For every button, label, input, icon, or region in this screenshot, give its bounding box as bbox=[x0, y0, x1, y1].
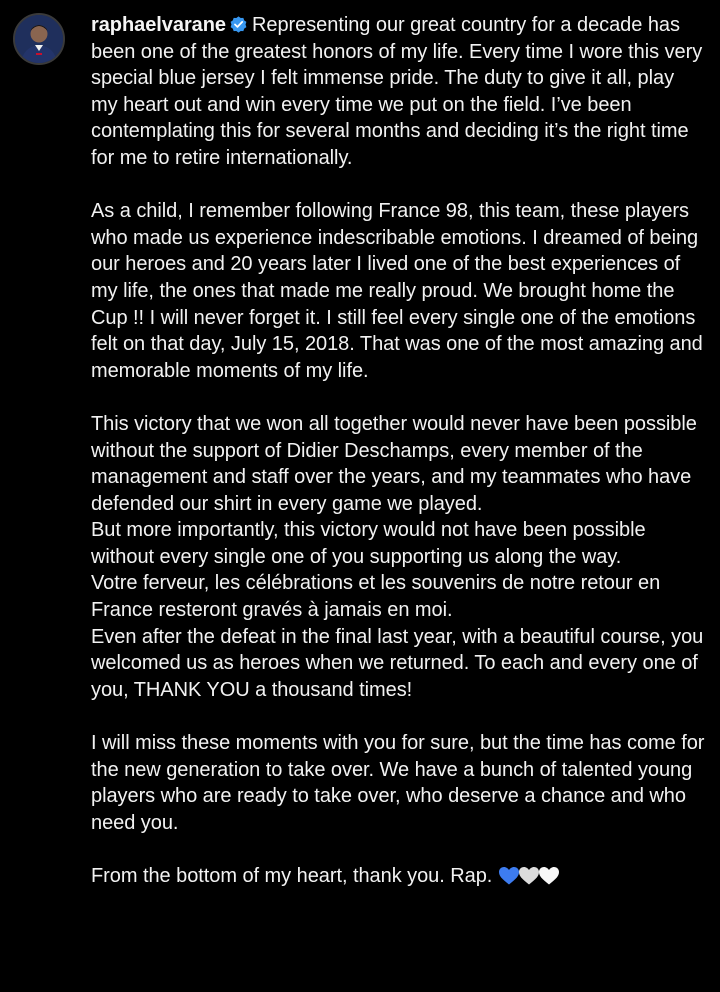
caption-paragraph-7: I will miss these moments with you for sure, but the time has come for the new generation to take over. We have a bunch of talented young players who are ready to take over, who deserve a chance and who need you. bbox=[91, 732, 705, 834]
caption-paragraph-1-text: Representing our great country for a decade has been one of the greatest honors of my life. Every time I wore this very special blue jersey I felt immense pride. The duty to give it all, play my heart out and win every time we put on the field. I’ve been contemplating this for several months and deciding it’s the right time for me to retire internationally. bbox=[91, 14, 703, 169]
caption-text bbox=[91, 12, 706, 893]
paragraph-spacer bbox=[91, 703, 706, 730]
caption-paragraph-2: As a child, I remember following France 98, this team, these players who made us experience indescribable emotions. I dreamed of being our heroes and 20 years later I lived one of the best experiences of my life, the ones that made me really proud. We brought home the Cup !! I will never forget it. I still feel every single one of the emotions felt on that day, July 15, 2018. That was one of the most amazing and memorable moments of my life. bbox=[91, 200, 703, 382]
username-link[interactable]: raphaelvarane bbox=[91, 14, 226, 36]
blue-heart-icon bbox=[498, 866, 520, 886]
caption-paragraph-1 bbox=[91, 12, 706, 172]
white-heart-icon bbox=[518, 866, 540, 886]
caption-paragraph-3: This victory that we won all together would never have been possible without the support of Didier Deschamps, every member of the management and staff over the years, and my teammates who have defended our shirt in every game we played. bbox=[91, 412, 697, 515]
caption-paragraph-8 bbox=[91, 863, 706, 893]
profile-avatar-icon[interactable] bbox=[13, 13, 65, 65]
verified-badge-icon bbox=[229, 15, 248, 34]
paragraph-spacer bbox=[91, 384, 706, 411]
caption-paragraph-6: Even after the defeat in the final last year, with a beautiful course, you welcomed us as heroes when we returned. To each and every one of you, THANK YOU a thousand times! bbox=[91, 625, 704, 701]
caption-paragraph-5: Votre ferveur, les célébrations et les souvenirs de notre retour en France resteront gravés à jamais en moi. bbox=[91, 572, 661, 622]
caption-paragraph-8-text: From the bottom of my heart, thank you. Rap. bbox=[91, 865, 493, 887]
paragraph-spacer bbox=[91, 836, 706, 863]
paragraph-spacer bbox=[91, 172, 706, 199]
white-heart-icon-2 bbox=[538, 866, 560, 886]
heart-emojis bbox=[498, 866, 558, 893]
avatar-image bbox=[15, 15, 63, 63]
caption-paragraph-4: But more importantly, this victory would not have been possible without every single one of you supporting us along the way. bbox=[91, 519, 646, 568]
